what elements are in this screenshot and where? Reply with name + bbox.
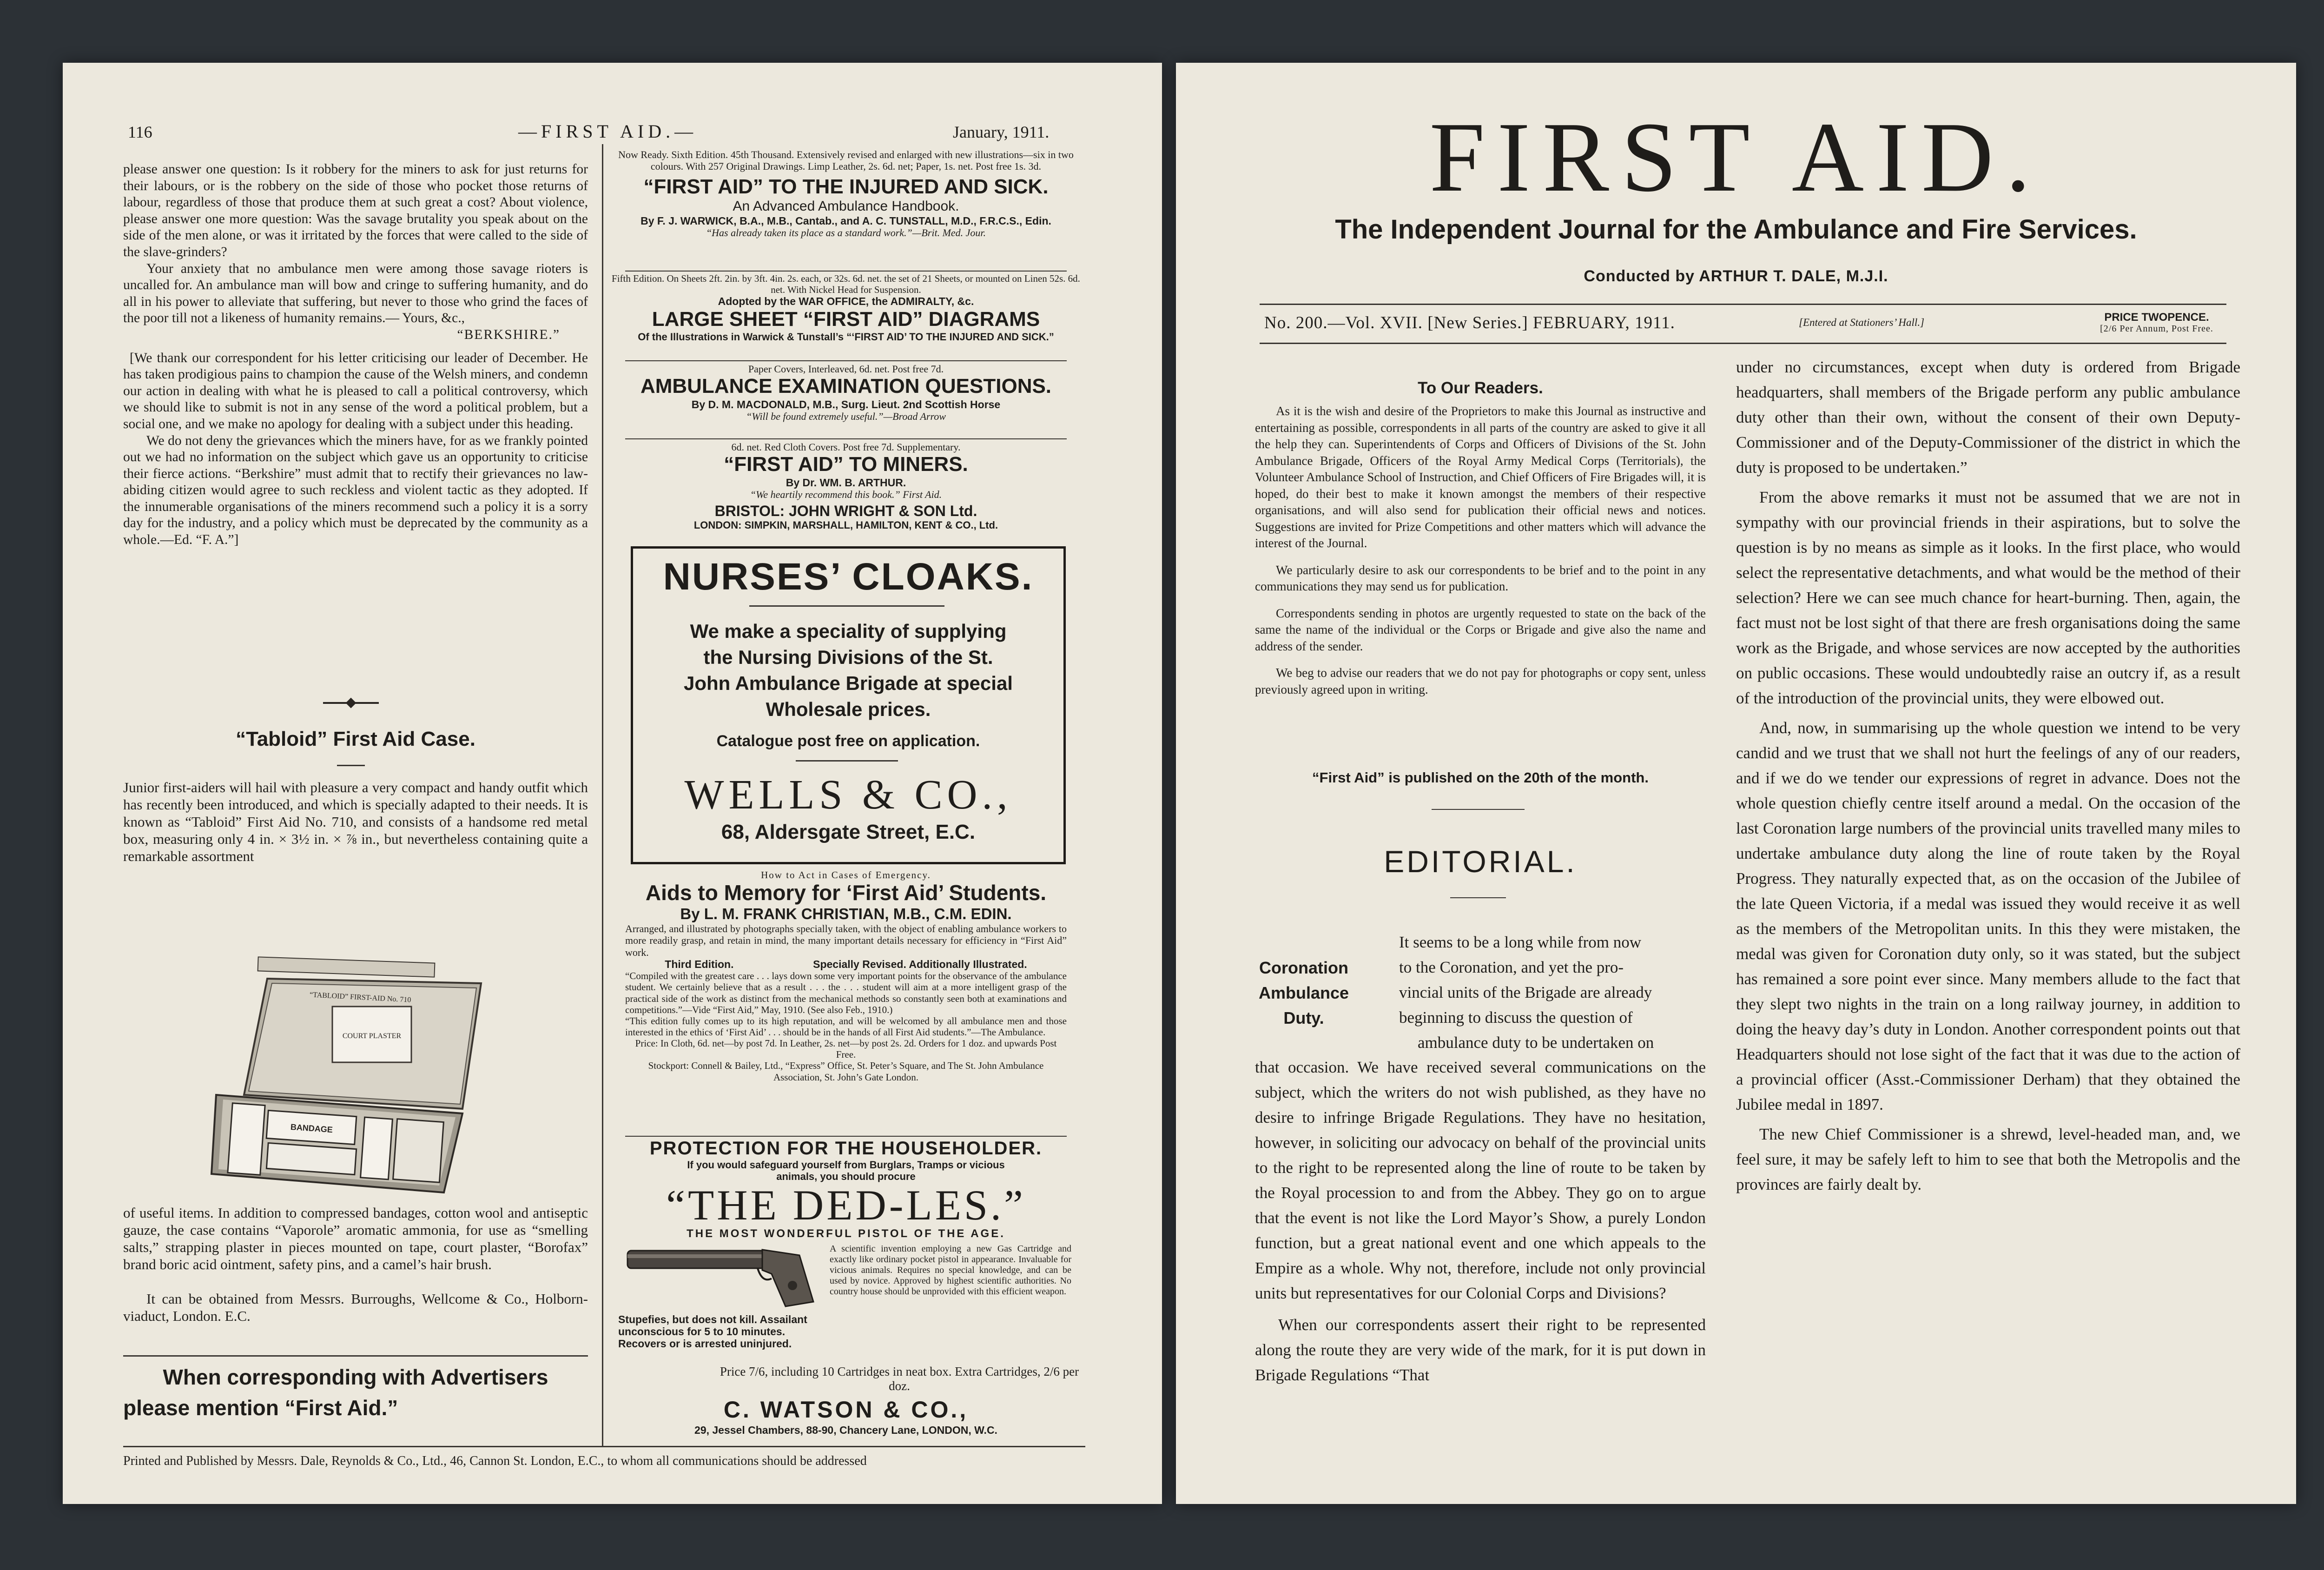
handbook-edition: Now Ready. Sixth Edition. 45th Thousand. Extensively revised and enlarged with new illustrations—six in two colours. With 257 Original Drawings. Limp Leather, 2s. 6d. net; Paper, 1s. net. Post free 1s. 3d. bbox=[618, 149, 1074, 172]
handbook-title: “FIRST AID” TO THE INJURED AND SICK. bbox=[643, 175, 1049, 198]
aids-price: Price: In Cloth, 6d. net—by post 7d. In Leather, 2s. net—by post 2s. 2d. Orders for 1 doz. and upwards Post Free. bbox=[635, 1038, 1057, 1060]
questions-author: By D. M. MACDONALD, M.B., Surg. Lieut. 2nd Scottish Horse bbox=[691, 398, 1001, 411]
dedles-header: PROTECTION FOR THE HOUSEHOLDER. bbox=[649, 1138, 1043, 1159]
subscription-price: [2/6 Per Annum, Post Free. bbox=[2100, 324, 2213, 334]
handbook-authors: By F. J. WARWICK, B.A., M.B., Cantab., and A. C. TUNSTALL, M.D., F.R.C.S., Edin. bbox=[640, 214, 1051, 227]
aids-review: “This edition fully comes up to its high reputation, and will be welcomed by all ambulance men and those interested in the ethics of ‘First Aid’ . . . should be in the hands of all First Aid students.”—The Ambulance. bbox=[625, 1015, 1067, 1038]
price-label: PRICE TWOPENCE. bbox=[2104, 311, 2209, 324]
diagrams-adopted: Adopted by the WAR OFFICE, the ADMIRALTY, &c. bbox=[718, 295, 974, 308]
editor-reply: We do not deny the grievances which the miners have, for as we frankly pointed out we had no information on the subject which gave us an opportunity to criticise their fierce actions. “Berkshire” must admit that to rectify their grievances no law-abiding citizen would agree to such reckless and violent tactic as they adopted. If the innumerable organisations of the miners recommend such a policy it is a sorry day for the industry, and a policy which must be deprecated by the community as a whole.—Ed. “F. A.”] bbox=[123, 433, 588, 548]
cloaks-line: John Ambulance Brigade at special bbox=[684, 672, 1013, 694]
readers-notice bbox=[1255, 403, 1706, 698]
ad-rule bbox=[625, 438, 1067, 439]
tabloid-intro: Junior first-aiders will hail with pleasure a very compact and handy outfit which has recently been introduced, and which is specially adapted to their needs. It is known as “Tabloid” First Aid No. 710, and consists of a handsome red metal box, measuring only 4 in. × 3½ in. × ⅞ in., but nevertheless containing quite a remarkable assortment bbox=[123, 779, 588, 864]
tabloid-supplier: It can be obtained from Messrs. Burroughs, Wellcome & Co., Holborn-viaduct, London. E.C. bbox=[123, 1291, 588, 1324]
letter-paragraph: please answer one question: Is it robbery for the miners to ask for just returns for their labours, or is the robbery on the side of those who pocket those returns of labour, regardless of those that produce them at such great a cost? About violence, please answer one more question: Was the savage brutality you speak about on the side of the men alone, or was it irritated by the forces that were called to the side of the slave-grinders? bbox=[123, 162, 588, 259]
dedles-intro: If you would safeguard yourself from Burglars, Tramps or vicious animals, you should procure bbox=[687, 1159, 1005, 1183]
editorial-rule bbox=[1450, 897, 1506, 898]
side-head-line: Ambulance bbox=[1258, 983, 1349, 1002]
stationers-hall-note: [Entered at Stationers’ Hall.] bbox=[1799, 317, 1925, 328]
miners-review: “We heartily recommend this book.” First Aid. bbox=[750, 489, 942, 501]
editorial-line: vincial units of the Brigade are already bbox=[1399, 983, 1652, 1001]
questions-price: Paper Covers, Interleaved, 6d. net. Post free 7d. bbox=[748, 363, 944, 375]
readers-paragraph: We particularly desire to ask our correspondents to be brief and to the point in any communications they may send us for publication. bbox=[1255, 563, 1706, 593]
cloaks-rule bbox=[796, 760, 898, 762]
page-number: 116 bbox=[128, 123, 152, 141]
ad-first-aid-handbook bbox=[611, 149, 1081, 238]
diagrams-subtitle: Of the Illustrations in Warwick & Tunstall’s “‘FIRST AID’ TO THE INJURED AND SICK.” bbox=[638, 331, 1054, 343]
left-page bbox=[63, 63, 1162, 1504]
ad-nurses-cloaks bbox=[631, 546, 1066, 864]
title-rule bbox=[337, 765, 365, 766]
dedles-firm: C. WATSON & CO., bbox=[723, 1397, 969, 1423]
editorial-line: beginning to discuss the question of bbox=[1399, 1008, 1633, 1027]
publisher-bristol: BRISTOL: JOHN WRIGHT & SON Ltd. bbox=[714, 502, 977, 519]
ad-rule bbox=[625, 360, 1067, 361]
editorial-paragraph: From the above remarks it must not be assumed that we are not in sympathy with our provincial friends in their aspirations, but to solve the question is by no means as simple as it looks. In the first place, who would select the representative detachments, and what would be the method of their selection? Here we can see much chance for heart-burning. Then, again, the fact must not be lost sight of that there are fresh organisations doing the same work as the Brigade, and whose services are now accepted by the authorities on public occasions. These would undoubtedly raise an outcry if, as a result of the introduction of the provincial units, they were elbowed out. bbox=[1736, 488, 2240, 707]
aids-revision: Specially Revised. Additionally Illustrated. bbox=[813, 958, 1027, 970]
dedles-address: 29, Jessel Chambers, 88-90, Chancery Lane, LONDON, W.C. bbox=[694, 1424, 997, 1436]
ad-rule bbox=[625, 271, 1067, 272]
running-title: —FIRST AID.— bbox=[518, 121, 698, 142]
side-head-line: Coronation bbox=[1259, 958, 1348, 977]
notice-rule bbox=[123, 1355, 588, 1357]
aids-title: Aids to Memory for ‘First Aid’ Students. bbox=[645, 881, 1047, 905]
aids-kicker: How to Act in Cases of Emergency. bbox=[761, 869, 931, 881]
handbook-subtitle: An Advanced Ambulance Handbook. bbox=[733, 199, 959, 214]
readers-rule bbox=[1432, 809, 1525, 810]
handbook-review: “Has already taken its place as a standard work.”—Brit. Med. Jour. bbox=[706, 227, 986, 239]
plaster-label: COURT PLASTER bbox=[342, 1032, 402, 1040]
cloaks-catalogue: Catalogue post free on application. bbox=[716, 732, 980, 750]
advertisers-notice-line2: please mention “First Aid.” bbox=[123, 1396, 398, 1420]
tabloid-title: “Tabloid” First Aid Case. bbox=[236, 728, 475, 750]
right-page bbox=[1176, 63, 2296, 1504]
bandage-label: BANDAGE bbox=[290, 1122, 333, 1135]
miners-author: By Dr. WM. B. ARTHUR. bbox=[786, 476, 906, 489]
aids-stockist: Stockport: Connell & Bailey, Ltd., “Express” Office, St. Peter’s Square, and The St. John Ambulance Association, St. John’s Gate London. bbox=[648, 1060, 1044, 1083]
masthead-title: FIRST AID. bbox=[1429, 101, 2043, 212]
editorial-opening bbox=[1399, 930, 1706, 1055]
ad-rule bbox=[625, 1136, 1067, 1137]
aids-author: By L. M. FRANK CHRISTIAN, M.B., C.M. EDIN. bbox=[680, 905, 1012, 923]
editorial-line: ambulance duty to be undertaken on bbox=[1418, 1033, 1654, 1052]
column-divider bbox=[602, 144, 603, 1446]
aids-edition-row bbox=[611, 958, 1081, 970]
cloaks-rule bbox=[749, 605, 944, 607]
footer-rule bbox=[123, 1446, 1085, 1447]
dedles-subtitle: THE MOST WONDERFUL PISTOL OF THE AGE. bbox=[687, 1227, 1005, 1240]
page-date: January, 1911. bbox=[953, 123, 1050, 141]
editorial-line: to the Coronation, and yet the pro- bbox=[1399, 958, 1624, 976]
editor-reply: [We thank our correspondent for his letter criticising our leader of December. He has taken prodigious pains to champion the cause of the Welsh miners, and condemn our action in dealing with what he is pleased to call a political controversy, which we should like to submit is not in any sense of the word a political problem, but a social one, and we make no apology for dealing with a subject under this heading. bbox=[123, 350, 588, 431]
divider-diamond bbox=[346, 698, 357, 709]
diagrams-title: LARGE SHEET “FIRST AID” DIAGRAMS bbox=[652, 307, 1040, 331]
cloaks-line: We make a speciality of supplying bbox=[690, 620, 1007, 642]
questions-title: AMBULANCE EXAMINATION QUESTIONS. bbox=[640, 375, 1052, 398]
editorial-side-head bbox=[1255, 955, 1353, 1031]
ad-ded-les bbox=[611, 1138, 1081, 1240]
letter-column bbox=[123, 161, 588, 549]
dedles-description: A scientific invention employing a new Gas Cartridge and exactly like ordinary pocket pistol in appearance. Invaluable for vicious animals. Requires no special knowledge, and can be used by novice. Approved by highest scientific authorities. No country house should be unprovided with this efficient weapon. bbox=[830, 1244, 1071, 1297]
tabloid-contents: of useful items. In addition to compressed bandages, cotton wool and antiseptic gauze, the case contains “Vaporole” aromatic ammonia, for use as “smelling salts,” strapping plaster in pieces mounted on tape, court plaster, “Borofax” brand boric acid ointment, safety pins, and a camel’s hair brush. bbox=[123, 1205, 588, 1272]
printer-imprint: Printed and Published by Messrs. Dale, Reynolds & Co., Ltd., 46, Cannon St. London, E.C., to whom all communications should be addressed bbox=[123, 1454, 867, 1468]
cloaks-address: 68, Aldersgate Street, E.C. bbox=[721, 821, 976, 843]
aids-review: “Compiled with the greatest care . . . lays down some very important points for the observance of the ambulance student. We certainly believe that as a result . . . the . . . student will aim at a more intelligent grasp of the practical side of the work as distinct from the mechanical methods so constantly seen both at examinations and competitions.”—Vide “First Aid,” May, 1910. (See also Feb., 1910.) bbox=[625, 970, 1067, 1015]
aids-edition: Third Edition. bbox=[665, 958, 734, 970]
editorial-line: It seems to be a long while from now bbox=[1399, 933, 1642, 951]
cloaks-firm: WELLS & CO., bbox=[684, 772, 1012, 818]
aids-description: Arranged, and illustrated by photographs specially taken, with the object of enabling ambulance workers to more readily grasp, and retain in mind, the many important details necessary for efficiency in “First Aid” work. bbox=[625, 922, 1067, 958]
readers-paragraph: Correspondents sending in photos are urgently requested to state on the back of the same the name of the individual or the Corps or Brigade and give also the name and address of the sender. bbox=[1255, 606, 1706, 653]
editorial-paragraph: When our correspondents assert their right to be represented along the route they are very wide of the mark, for it is put down in Brigade Regulations “That bbox=[1255, 1316, 1706, 1384]
readers-title: To Our Readers. bbox=[1418, 379, 1543, 397]
issue-rule-top bbox=[1260, 304, 2226, 305]
pistol-illustration bbox=[623, 1241, 823, 1311]
issue-rule-bottom bbox=[1260, 343, 2226, 344]
editorial-paragraph: And, now, in summarising up the whole question we intend to be very candid and we trust that we shall not hurt the feelings of any of our readers, and if we do we tender our expressions of regret in advance. Does not the whole question chiefly centre itself around a medal. On the occasion of the last Coronation large numbers of the provincial units travelled many miles to undertake ambulance duty along the line of route taken by the Royal Progress. They naturally expected that, as on the occasion of the Jubilee of the late Queen Victoria, if a medal was issued they would receive it as well as the members of the Metropolitan units. In this they were mistaken, the medal was given for Coronation duty only, so it was stated, but the subject has remained a sore point ever since. Many members allude to the fact that they slept two nights in the train on a long railway journey, in addition to doing the heavy day’s duty in London. Another correspondent points out that Headquarters should not lose sight of the fact that it was due to the action of a provincial officer (Asst.-Commissioner Derham) that they obtained the Jubilee medal in 1897. bbox=[1736, 719, 2240, 1113]
cloaks-line: Wholesale prices. bbox=[766, 698, 931, 720]
readers-paragraph: We beg to advise our readers that we do not pay for photographs or copy sent, unless previously agreed upon in writing. bbox=[1255, 666, 1706, 696]
issue-line: No. 200.—Vol. XVII. [New Series.] FEBRUARY, 1911. bbox=[1264, 313, 1675, 332]
miners-title: “FIRST AID” TO MINERS. bbox=[724, 453, 968, 476]
miners-price: 6d. net. Red Cloth Covers. Post free 7d. Supplementary. bbox=[731, 441, 961, 453]
editorial-paragraph: that occasion. We have received several communications on the subject, which the writers do not wish published, as they have no desire to infringe Brigade Regulations. They have no hesitation, however, in soliciting our advocacy on behalf of the provincial units to the right to be represented along the line of route to be taken by the Royal procession to and from the Abbey. They go on to argue that the event is not like the Lord Mayor’s Show, a purely London function, but a great national event and one which appeals to the Empire as a whole. Why not, therefore, include not only provincial units but representatives for our Colonial Corps and Divisions? bbox=[1255, 1058, 1706, 1302]
questions-review: “Will be found extremely useful.”—Broad Arrow bbox=[746, 411, 946, 423]
diagrams-edition: Fifth Edition. On Sheets 2ft. 2in. by 3ft. 4in. 2s. each, or 32s. 6d. net. the set of 21 Sheets, or mounted on Linen 52s. 6d. net. With Nickel Head for Suspension. bbox=[612, 273, 1080, 296]
dedles-price: Price 7/6, including 10 Cartridges in neat box. Extra Cartridges, 2/6 per doz. bbox=[720, 1365, 1079, 1393]
lid-label: “TABLOID” FIRST-AID No. 710 bbox=[309, 991, 411, 1004]
ad-diagrams bbox=[611, 273, 1081, 343]
masthead-subtitle: The Independent Journal for the Ambulance and Fire Services. bbox=[1335, 214, 2137, 245]
masthead-editor: Conducted by ARTHUR T. DALE, M.J.I. bbox=[1584, 267, 1888, 285]
letter-signature: “BERKSHIRE.” bbox=[457, 327, 560, 342]
cloaks-text bbox=[633, 618, 1063, 722]
letter-paragraph: Your anxiety that no ambulance men were among those savage rioters is uncalled for. An ambulance man will bow and cringe to suffering humanity, and do all in his power to alleviate that suffering, but never to those who grind the faces of the poor till not a likeness of humanity remains.— Yours, &c., bbox=[123, 261, 588, 326]
editorial-paragraph: The new Chief Commissioner is a shrewd, level-headed man, and, we feel sure, it may be safely left to him to see that both the Metropolis and the provinces are fairly dealt by. bbox=[1736, 1125, 2240, 1193]
editorial-column-1 bbox=[1255, 1055, 1706, 1388]
first-aid-case-illustration bbox=[202, 914, 490, 1202]
publisher-london: LONDON: SIMPKIN, MARSHALL, HAMILTON, KENT & CO., Ltd. bbox=[693, 519, 998, 531]
cloaks-line: the Nursing Divisions of the St. bbox=[703, 646, 993, 668]
dedles-effect: Stupefies, but does not kill. Assailant unconscious for 5 to 10 minutes. Recovers or is arrested uninjured. bbox=[618, 1313, 807, 1350]
dedles-title: “THE DED-LES.” bbox=[666, 1181, 1026, 1229]
side-head-line: Duty. bbox=[1283, 1008, 1324, 1027]
readers-paragraph: As it is the wish and desire of the Proprietors to make this Journal as instructive and entertaining as possible, correspondents in all parts of the country are asked to give it all the help they can. Superintendents of Corps and Officers of Divisions of the St. John Ambulance Brigade, Officers of the Royal Army Medical Corps (Territorials), the Volunteer Ambulance School of Instruction, and Chief Officers of Fire Brigades will, it is hoped, do their best to make it known amongst the members of their respective organisations, and will also send for publication their official news and notices. Suggestions are invited for Prize Competitions and other matters which will advance the interest of the Journal. bbox=[1255, 404, 1706, 550]
advertisers-notice-line1: When corresponding with Advertisers bbox=[163, 1365, 548, 1389]
editorial-paragraph: under no circumstances, except when duty is ordered from Brigade headquarters, shall members of the Brigade perform any public ambulance duty other than their own, without the consent of their own Deputy-Commissioner and of the Deputy-Commissioner of the district in which the duty is proposed to be undertaken.” bbox=[1736, 358, 2240, 477]
cloaks-title: NURSES’ CLOAKS. bbox=[663, 556, 1034, 598]
editorial-column-2 bbox=[1736, 355, 2240, 1197]
publication-date-note: “First Aid” is published on the 20th of the month. bbox=[1312, 769, 1649, 786]
ad-aids-to-memory bbox=[611, 869, 1081, 1083]
ad-examination-questions bbox=[611, 363, 1081, 423]
editorial-title: EDITORIAL. bbox=[1384, 844, 1577, 879]
ad-first-aid-miners bbox=[611, 441, 1081, 531]
